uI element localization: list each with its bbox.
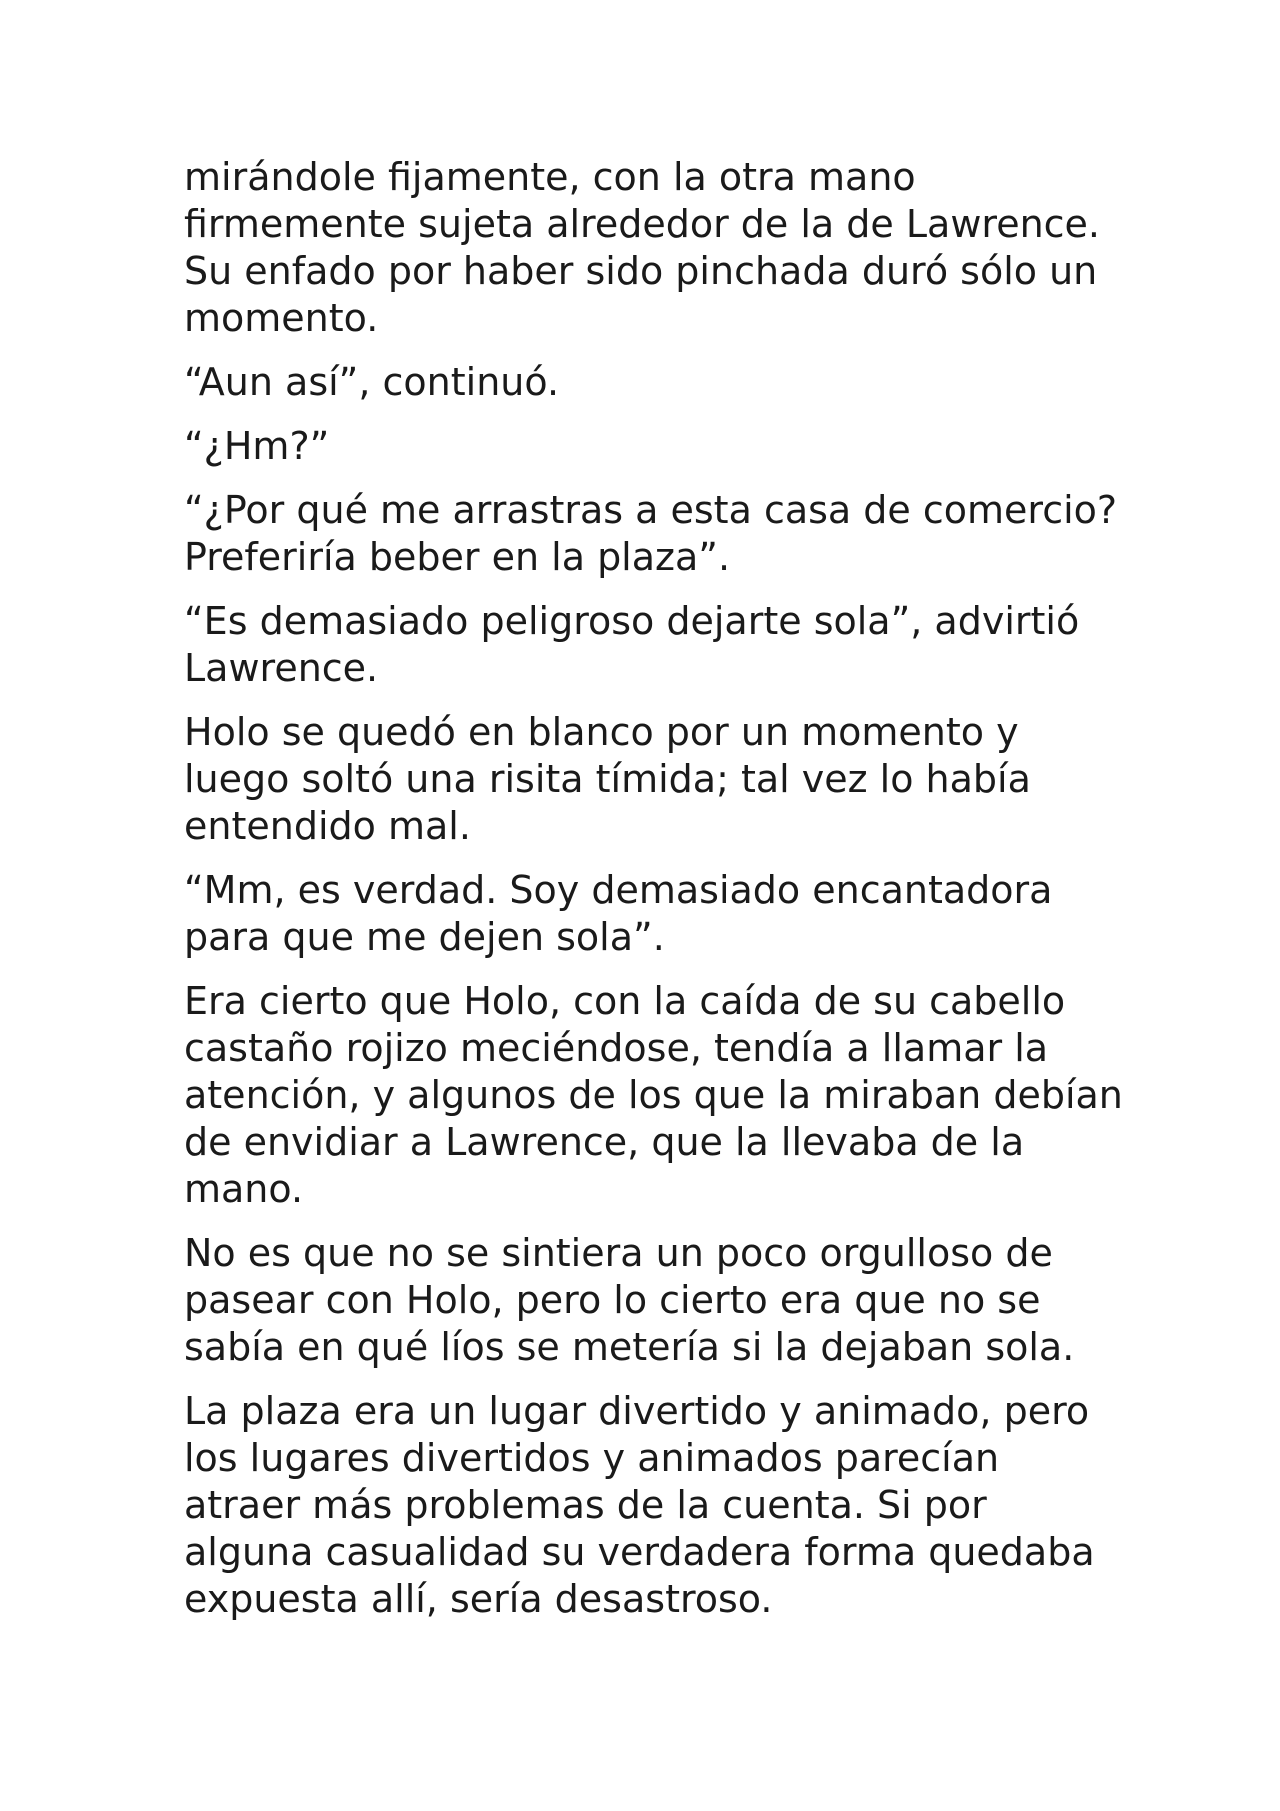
paragraph-8: Era cierto que Holo, con la caída de su cabello castaño rojizo meciéndose, tendía a llamar la atención, y algunos de los que la miraban debían de envidiar a Lawrence, que la llevaba de la mano. (184, 979, 1123, 1211)
paragraph-1: mirándole fijamente, con la otra mano firmemente sujeta alrededor de la de Lawrence. Su enfado por haber sido pinchada duró sólo un momento. (184, 155, 1101, 340)
page-text (184, 154, 1124, 1640)
paragraph-9: No es que no se sintiera un poco orgulloso de pasear con Holo, pero lo cierto era que no se sabía en qué líos se metería si la dejaban sola. (184, 1231, 1075, 1369)
paragraph-10: La plaza era un lugar divertido y animado, pero los lugares divertidos y animados parecían atraer más problemas de la cuenta. Si por alguna casualidad su verdadera forma quedaba expuesta allí, sería desastroso. (184, 1389, 1095, 1621)
paragraph-7: “Mm, es verdad. Soy demasiado encantadora para que me dejen sola”. (184, 868, 1053, 959)
paragraph-2: “Aun así”, continuó. (184, 360, 560, 404)
paragraph-3: “¿Hm?” (184, 424, 330, 468)
paragraph-4: “¿Por qué me arrastras a esta casa de comercio? Preferiría beber en la plaza”. (184, 488, 1118, 579)
paragraph-6: Holo se quedó en blanco por un momento y luego soltó una risita tímida; tal vez lo había entendido mal. (184, 710, 1031, 848)
paragraph-5: “Es demasiado peligroso dejarte sola”, advirtió Lawrence. (184, 599, 1080, 690)
